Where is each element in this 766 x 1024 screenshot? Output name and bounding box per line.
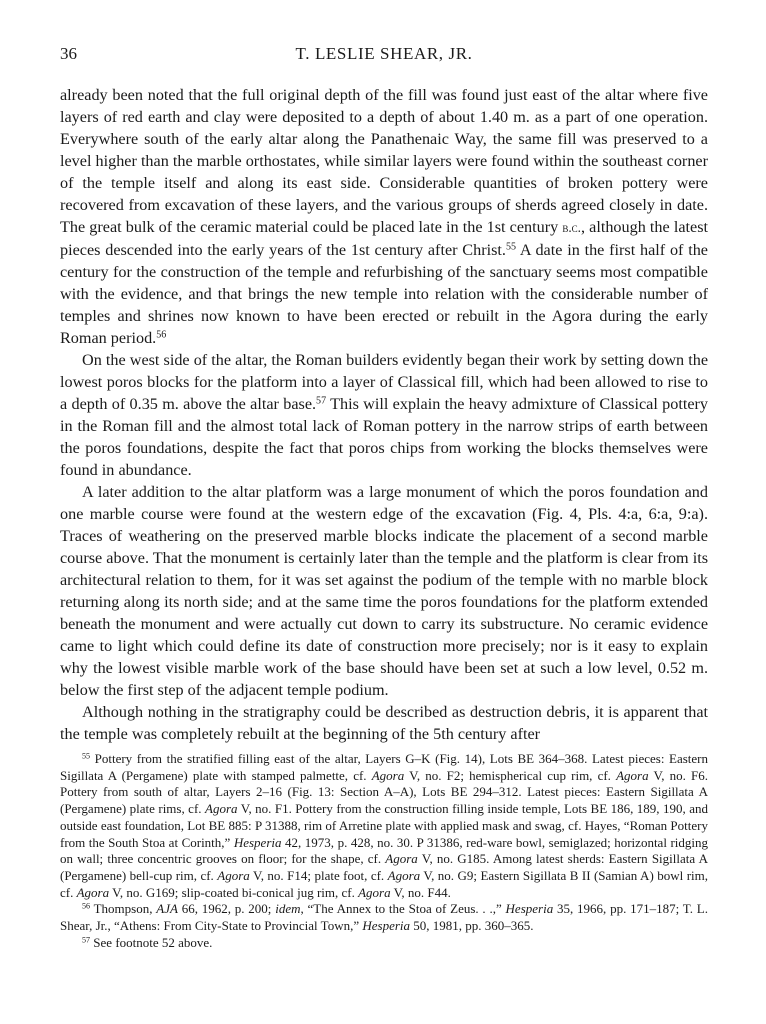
footnote-ref: 57: [82, 935, 91, 945]
italic-text: Hesperia: [505, 901, 554, 917]
text-run: On the west side of the altar, the Roman builders evidently began their work by setting down the lowest poros blocks for the platform into a layer of Classical fill, which had been allowed to rise to a depth of 0.35 m. above the altar base.: [60, 351, 708, 413]
italic-text: Hesperia: [233, 834, 282, 850]
paragraph: [60, 349, 708, 481]
italic-text: Agora: [385, 851, 418, 867]
paragraph: [60, 481, 708, 701]
italic-text: Agora: [217, 867, 250, 883]
page-body: [60, 84, 708, 951]
italic-text: AJA: [156, 901, 178, 917]
text-run: 66, 1962, p. 200;: [177, 901, 276, 917]
text-run: V, no. G185. Among latest sherds: Eastern Sigillata A (Pergamene) bell-cup rim, cf.: [60, 851, 708, 883]
paragraph: [60, 84, 708, 349]
text-run: V, no. G169; slip-coated bi-conical jug rim, cf.: [109, 884, 359, 900]
footnote-55: [60, 751, 708, 901]
text-run: See footnote 52 above.: [90, 934, 213, 950]
text-run: V, no. G9; Eastern Sigillata B II (Samian A) bowl rim, cf.: [60, 867, 709, 900]
footnotes: [60, 751, 708, 951]
paragraph: [60, 701, 708, 745]
footnote-ref: 57: [316, 395, 327, 407]
italic-text: Agora: [616, 767, 649, 783]
text-run: 50, 1981, pp. 360–365.: [410, 918, 534, 934]
italic-text: Agora: [358, 884, 391, 900]
text-run: V, no. F2; hemispherical cup rim, cf.: [404, 767, 617, 783]
text-run: A later addition to the altar platform was a large monument of which the poros foundation and one marble course were found at the western edge of the excavation (Fig. 4, Pls. 4:a, 6:a, 9:a). Traces of weathering on the preserved marble blocks indicate the placement of a second marble course above. That the monument is certainly later than the temple and the platform is clear from its architectural relation to them, for it was set against the podium of the temple with no marble block returning along its north side; and at the same time the poros foundations for the platform extended beneath the monument and were actually cut down to carry its substructure. No ceramic evidence came to light which could define its date of construction more precisely; nor is it easy to explain why the lowest visible marble work of the base should have been set at such a low level, 0.52 m. below the first step of the adjacent temple podium.: [60, 483, 708, 699]
running-title: T. LESLIE SHEAR, JR.: [295, 44, 473, 63]
text-run: V, no. F6. Pottery from south of altar, Layers 2–16 (Fig. 13: Section A–A), Lots BE 294–312. Latest pieces: Eastern Sigillata A (Pergamene) plate rims, cf.: [60, 767, 708, 817]
text-run: Thompson,: [90, 901, 157, 917]
italic-text: Hesperia: [362, 918, 411, 934]
text-run: , “The Annex to the Stoa of Zeus. . .,”: [300, 901, 506, 917]
text-run: V, no. F1. Pottery from the construction filling inside temple, Lots BE 186, 189, 190, and outside east foundation, Lot BE 885: P 31388, rim of Arretine plate with applied mask and swag, cf. Hayes, “Roman Pottery from the South Stoa at Corinth,”: [60, 801, 708, 850]
page-header: [60, 44, 708, 68]
text-run: Although nothing in the stratigraphy could be described as destruction debris, it is apparent that the temple was completely rebuilt at the beginning of the 5th century after: [60, 703, 708, 743]
text-run: 35, 1966, pp. 171–187; T. L. Shear, Jr., “Athens: From City-State to Provincial Town,”: [60, 901, 708, 934]
text-run: 42, 1973, p. 428, no. 30. P 31386, red-ware bowl, semiglazed; horizontal ridging on wall; three concentric grooves on floor; for the shape, cf.: [60, 834, 709, 867]
footnote-ref: 55: [82, 751, 91, 761]
text-run: V, no. F44.: [390, 884, 451, 900]
italic-text: Agora: [76, 884, 110, 900]
footnote-ref: 56: [156, 329, 167, 341]
small-caps-text: b.c.: [562, 220, 581, 235]
italic-text: Agora: [387, 867, 421, 883]
text-run: A date in the first half of the century for the construction of the temple and refurbishing of the sanctuary seems most compatible with the evidence, and that brings the new temple into relation with the considerable number of temples and shrines now known to have been erected or rebuilt in the Agora during the early Roman period.: [60, 241, 708, 347]
text-run: This will explain the heavy admixture of Classical pottery in the Roman fill and the almost total lack of Roman pottery in the narrow strips of earth between the poros foundations, despite the fact that poros chips from working the blocks themselves were found in abundance.: [60, 395, 708, 479]
footnote-56: [60, 901, 708, 934]
footnote-ref: 55: [505, 241, 516, 253]
text-run: already been noted that the full original depth of the fill was found just east of the altar where five layers of red earth and clay were deposited to a depth of about 1.40 m. as a part of one operation. Everywhere south of the early altar along the Panathenaic Way, the same fill was preserved to a level higher than the marble orthostates, while similar layers were found within the southeast corner of the temple itself and along its east side. Considerable quantities of broken pottery were recovered from excavation of these layers, and the various groups of sherds agreed closely in date. The great bulk of the ceramic material could be placed late in the 1st century: [60, 86, 708, 236]
italic-text: idem: [275, 901, 301, 917]
italic-text: Agora: [205, 801, 238, 817]
text-run: V, no. F14; plate foot, cf.: [249, 867, 388, 883]
text-run: , although the latest pieces descended into the early years of the 1st century after Christ.: [60, 218, 708, 259]
footnote-ref: 56: [82, 901, 91, 911]
text-run: Pottery from the stratified filling east of the altar, Layers G–K (Fig. 14), Lots BE 364–368. Latest pieces: Eastern Sigillata A (Pergamene) plate with stamped palmette, cf.: [60, 751, 708, 783]
italic-text: Agora: [371, 767, 405, 783]
page-number: 36: [60, 44, 77, 63]
footnote-57: [60, 935, 708, 952]
